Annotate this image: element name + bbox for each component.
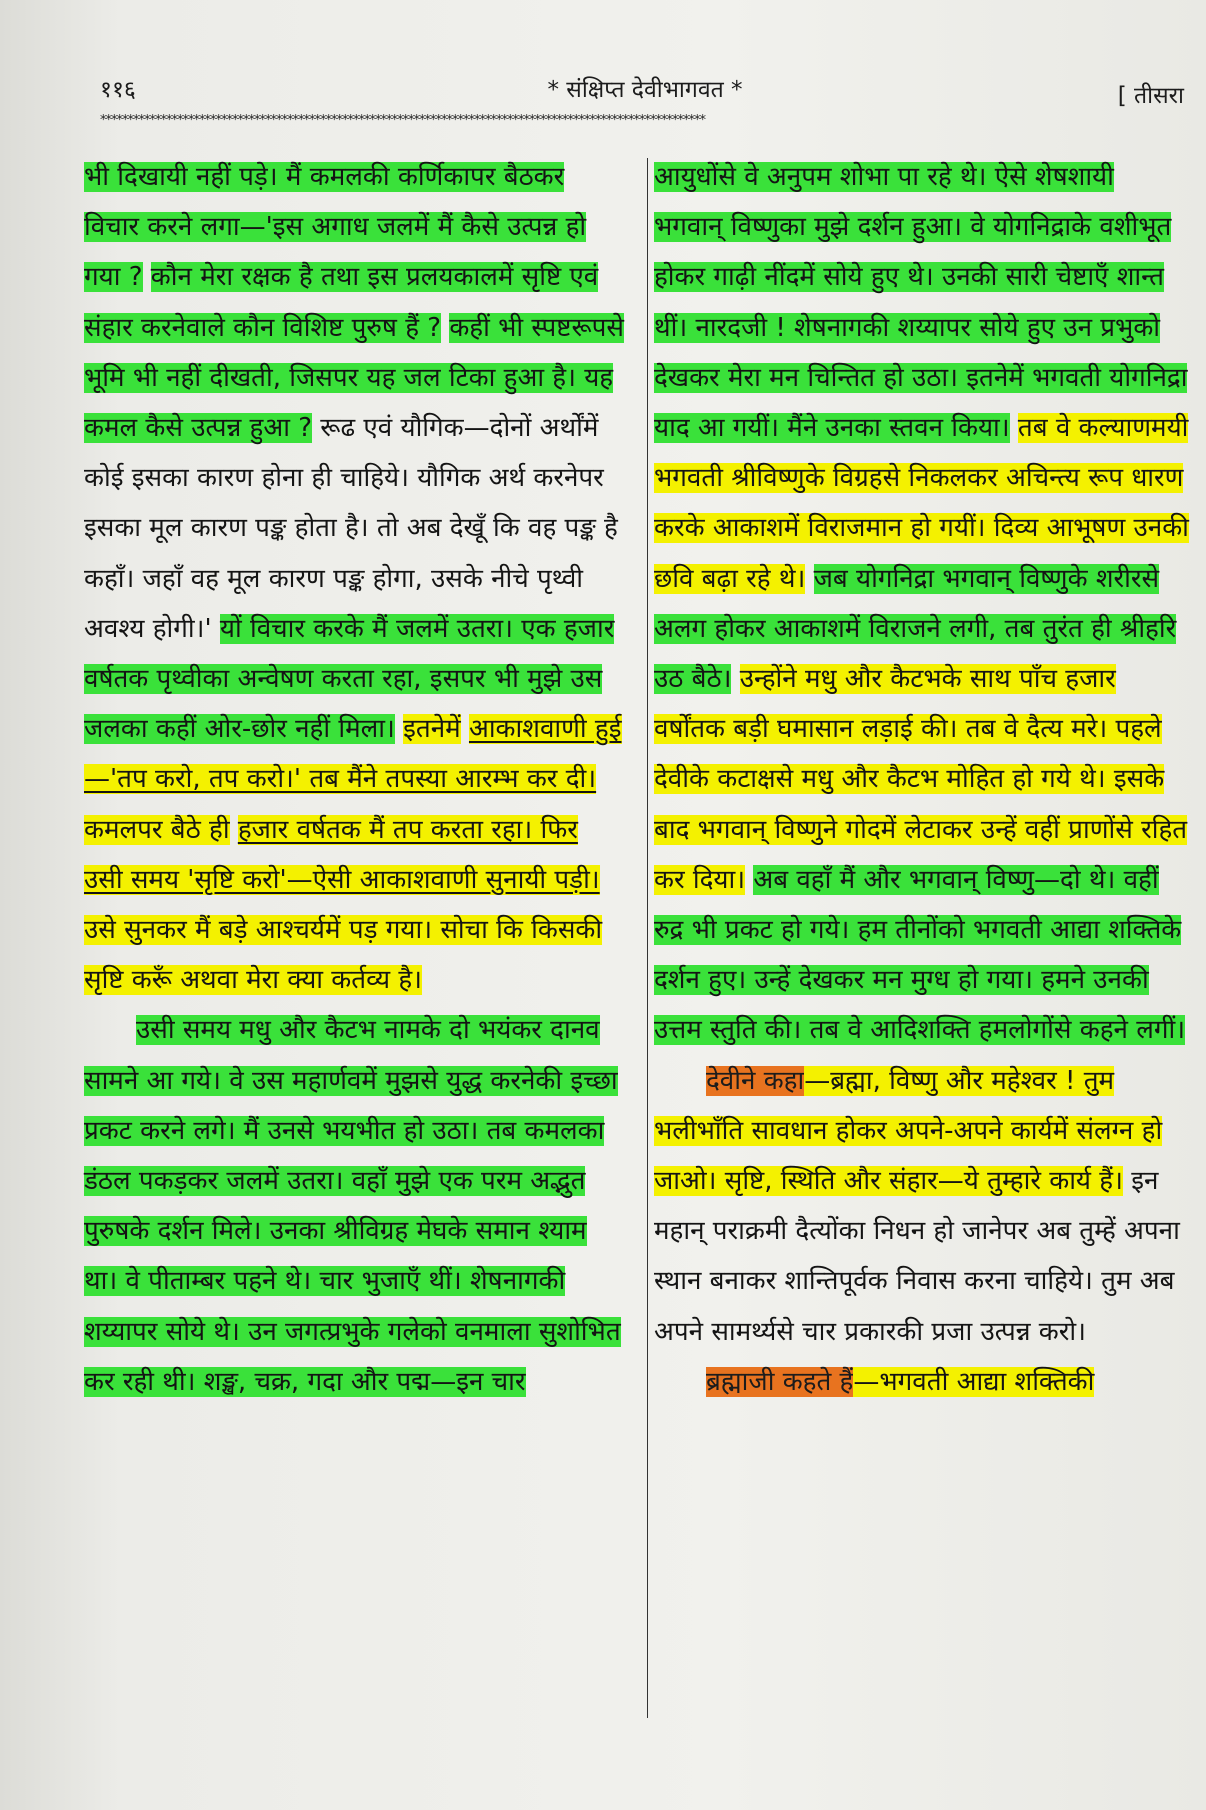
highlight-yellow: —भगवती आद्या शक्तिकी [853, 1366, 1095, 1397]
paragraph [654, 1357, 1190, 1407]
highlight-green: भी दिखायी नहीं पड़े। मैं कमलकी कर्णिकापर बैठकर विचार करने लगा— [84, 162, 565, 243]
running-title: * संक्षिप्त देवीभागवत * [547, 77, 743, 103]
highlight-yellow: तब वे कल्याणमयी भगवती श्रीविष्णुके विग्रहसे निकलकर अचिन्त्य रूप धारण करके आकाशमें विराजमान हो गयीं। दिव्य आभूषण उनकी छवि बढ़ा रहे थे। [654, 413, 1189, 594]
page-number: ११६ [100, 77, 136, 103]
speaker-label: देवीने कहा [706, 1065, 805, 1096]
highlight-green: यों विचार करके मैं जलमें उतरा। एक हजार वर्षतक पृथ्वीका अन्वेषण करता रहा, इसपर भी मुझे उस जलका कहीं ओर-छोर नहीं मिला। [84, 613, 615, 745]
highlight-yellow: उन्होंने मधु और कैटभके साथ पाँच हजार वर्षोंतक बड़ी घमासान लड़ाई की। तब वे दैत्य मरे। पहले देवीके कटाक्षसे मधु और कैटभ मोहित हो गये थे। इसके बाद भगवान् विष्णुने गोदमें लेटाकर उन्हें वहीं प्राणोंसे रहित कर दिया। [654, 664, 1188, 895]
paragraph [654, 152, 1190, 1056]
highlight-yellow: उसे सुनकर मैं बड़े आश्चर्यमें पड़ गया। सोचा कि किसकी सृष्टि करूँ अथवा मेरा क्या कर्तव्य है। [84, 915, 603, 996]
highlight-green: आयुधोंसे वे अनुपम शोभा पा रहे थे। ऐसे शेषशायी भगवान् विष्णुका मुझे दर्शन हुआ। वे योगनिद्राके वशीभूत होकर गाढ़ी नींदमें सोये हुए थे। उनकी सारी चेष्टाएँ शान्त थीं। नारदजी ! शेषनागकी शय्यापर सोये हुए उन प्रभुको देखकर मेरा मन चिन्तित हो उठा। इतनेमें भगवती योगनिद्रा याद आ गयीं। मैंने उनका स्तवन किया। [654, 162, 1188, 444]
page-header [100, 72, 1190, 112]
plain-text: रूढ एवं यौगिक—दोनों अर्थोंमें कोई इसका कारण होना ही चाहिये। यौगिक अर्थ करनेपर इसका मूल कारण पङ्क होता है। तो अब देखूँ कि वह पङ्क है कहाँ। जहाँ वह मूल कारण पङ्क होगा, उसके नीचे पृथ्वी अवश्य होगी।' [84, 413, 618, 644]
paragraph [84, 152, 624, 1005]
highlight-yellow: —ब्रह्मा, विष्णु और महेश्वर ! तुम भलीभाँति सावधान होकर अपने-अपने कार्यमें संलग्न हो जाओ। सृष्टि, स्थिति और संहार—ये तुम्हारे कार्य हैं। [654, 1065, 1163, 1197]
highlight-green: 'इस अगाध जलमें मैं कैसे उत्पन्न हो गया ? [84, 212, 587, 293]
highlight-green: कहीं भी स्पष्टरूपसे भूमि भी नहीं दीखती, जिसपर यह जल टिका हुआ है। यह कमल कैसे उत्पन्न हुआ ? [84, 312, 624, 444]
highlight-yellow: कमलपर बैठे ही [84, 814, 230, 845]
highlight-yellow-underlined: हजार वर्षतक मैं तप करता रहा। फिर उसी समय 'सृष्टि करो'—ऐसी आकाशवाणी सुनायी पड़ी। [84, 814, 600, 895]
left-column [84, 152, 624, 1407]
paragraph [84, 1005, 624, 1407]
speaker-label: ब्रह्माजी कहते हैं [706, 1366, 854, 1397]
highlight-green: अब वहाँ मैं और भगवान् विष्णु—दो थे। वहीं रुद्र भी प्रकट हो गये। हम तीनोंको भगवती आद्या शक्तिके दर्शन हुए। उन्हें देखकर मन मुग्ध हो गया। हमने उनकी उत्तम स्तुति की। तब वे आदिशक्ति हमलोगोंसे कहने लगीं। [654, 864, 1186, 1046]
star-divider: ************************************************************************************************************** [100, 113, 705, 128]
column-divider [647, 158, 648, 1718]
plain-text: इन महान् पराक्रमी दैत्योंका निधन हो जानेपर अब तुम्हें अपना स्थान बनाकर शान्तिपूर्वक निवास करना चाहिये। तुम अब अपने सामर्थ्यसे चार प्रकारकी प्रजा उत्पन्न करो। [654, 1166, 1180, 1347]
right-column [654, 152, 1190, 1407]
highlight-green: उसी समय मधु और कैटभ नामके दो भयंकर दानव सामने आ गये। वे उस महार्णवमें मुझसे युद्ध करनेकी इच्छा प्रकट करने लगे। मैं उनसे भयभीत हो उठा। तब कमलका डंठल पकड़कर जलमें उतरा। वहाँ मुझे एक परम अद्भुत पुरुषके दर्शन मिले। उनका श्रीविग्रह मेघके समान श्याम था। वे पीताम्बर पहने थे। चार भुजाएँ थीं। शेषनागकी शय्यापर सोये थे। उन जगत्प्रभुके गलेको वनमाला सुशोभित कर रही थी। शङ्ख, चक्र, गदा और पद्म—इन चार [84, 1015, 621, 1397]
section-label: [ तीसरा [1117, 83, 1184, 109]
highlight-yellow-underlined: आकाशवाणी हुई—'तप करो, तप करो।' तब मैंने तपस्या आरम्भ कर दी। [84, 714, 622, 795]
highlight-green: कौन मेरा रक्षक है तथा इस प्रलयकालमें सृष्टि एवं संहार करनेवाले कौन विशिष्ट पुरुष हैं ? [84, 262, 599, 343]
paragraph [654, 1056, 1190, 1357]
highlight-green: जब योगनिद्रा भगवान् विष्णुके शरीरसे अलग होकर आकाशमें विराजने लगी, तब तुरंत ही श्रीहरि उठ बैठे। [654, 563, 1177, 695]
highlight-yellow: इतनेमें [403, 714, 461, 745]
